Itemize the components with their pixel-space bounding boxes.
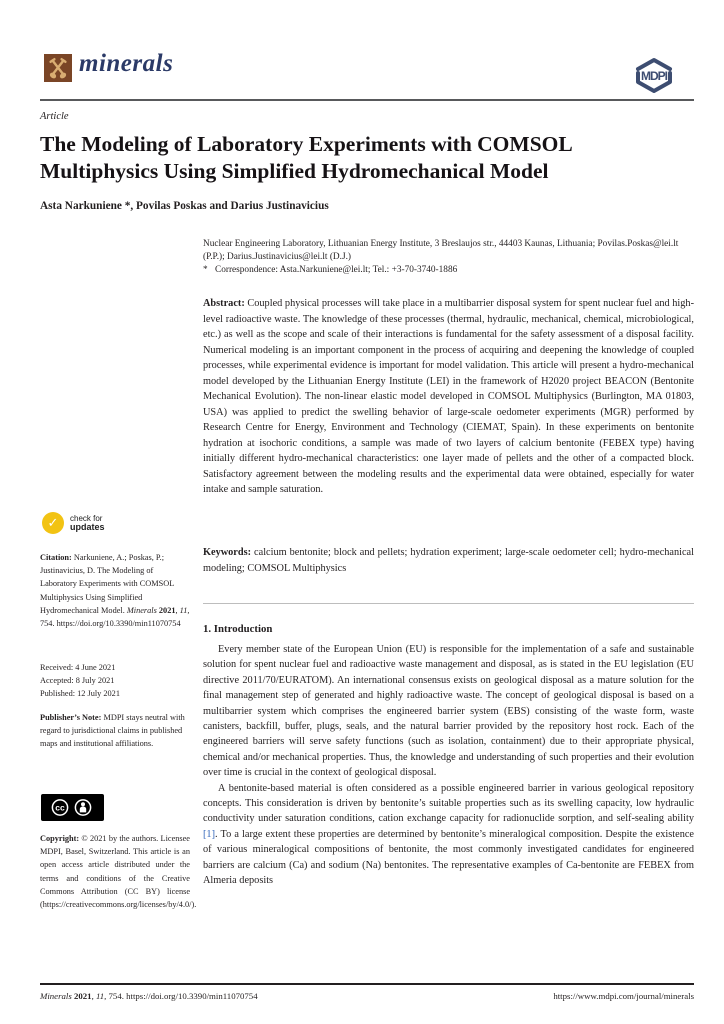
- citation-year: 2021: [156, 605, 176, 615]
- reference-1-link[interactable]: [1]: [203, 828, 216, 840]
- citation-label: Citation:: [40, 553, 72, 562]
- footer-journal: Minerals: [40, 991, 72, 1001]
- abstract-paragraph: [203, 296, 694, 498]
- footer-volume: 11: [95, 991, 105, 1001]
- footer-doi-link[interactable]: https://doi.org/10.3390/min11070754: [126, 991, 258, 1001]
- section-heading-introduction: 1. Introduction: [203, 623, 273, 635]
- article-type-label: Article: [40, 111, 69, 122]
- introduction-text: [203, 642, 694, 889]
- keywords-paragraph: [203, 545, 694, 576]
- footer-pages: , 754.: [104, 991, 127, 1001]
- check-for-updates-badge[interactable]: [42, 512, 105, 534]
- correspondence-marker: *: [203, 265, 208, 275]
- citation-pages: , 754.: [40, 605, 190, 629]
- minerals-journal-logo-icon: [44, 54, 72, 82]
- copyright-text: © 2021 by the authors. Licensee MDPI, Basel, Switzerland. This article is an open access article distributed under the terms and conditions of the Creative Commons Attribution (CC BY) license (https://creativecommons.org/licenses/by/4.0/).: [40, 834, 197, 910]
- footer-divider: [40, 983, 694, 985]
- publishers-note-text: MDPI stays neutral with regard to jurisdictional claims in published maps and institutional affiliations.: [40, 713, 185, 749]
- copyright-block: [40, 832, 197, 911]
- published-date: Published: 12 July 2021: [40, 689, 120, 699]
- article-dates: [40, 661, 190, 701]
- cc-letters: cc: [54, 802, 65, 813]
- intro-paragraph-2b: . To a large extent these properties are determined by bentonite’s mineralogical composition. Despite the existence of various mineralogical compositions of bentonite, the most commonly investigated candidates for engineered barriers are calcium (Ca) and sodium (Na) bentonites. The representative examples of Ca-bentonite are FEBEX from Almeria deposits: [203, 828, 694, 887]
- accepted-date: Accepted: 8 July 2021: [40, 676, 115, 686]
- publishers-note-label: Publisher’s Note:: [40, 713, 102, 722]
- keywords-divider: [203, 603, 694, 604]
- citation-sep: ,: [175, 605, 180, 615]
- citation-block: [40, 551, 190, 630]
- mdpi-logo-text: MDPI: [641, 69, 667, 83]
- publishers-note: [40, 711, 190, 751]
- check-badge-text: [70, 514, 105, 533]
- footer-journal-url: [40, 991, 694, 1001]
- keywords-text: calcium bentonite; block and pellets; hydration experiment; large-scale oedometer cell; hydro-mechanical modeling; COMSOL Multiphysics: [203, 547, 694, 574]
- authors-line: Asta Narkuniene *, Povilas Poskas and Darius Justinavicius: [40, 200, 329, 212]
- affiliation-text: Nuclear Engineering Laboratory, Lithuanian Energy Institute, 3 Breslaujos str., 44403 Kaunas, Lithuania; Povilas.Poskas@lei.lt (P.P.); Darius.Justinavicius@lei.lt (D.J.): [203, 239, 679, 262]
- footer-sep: ,: [91, 991, 96, 1001]
- journal-url-link[interactable]: https://www.mdpi.com/journal/minerals: [553, 991, 694, 1001]
- correspondence-text: Correspondence: Asta.Narkuniene@lei.lt; Tel.: +3-70-3740-1886: [215, 265, 458, 275]
- citation-doi-link[interactable]: https://doi.org/10.3390/min11070754: [56, 619, 181, 629]
- check-badge-line2: updates: [70, 522, 105, 532]
- article-title: The Modeling of Laboratory Experiments with COMSOL Multiphysics Using Simplified Hydromechanical Model: [40, 132, 572, 183]
- affiliation-block: [203, 238, 694, 277]
- intro-paragraph-2: [203, 781, 694, 889]
- mdpi-logo-icon: [630, 56, 678, 101]
- abstract-text: Coupled physical processes will take place in a multibarrier disposal system for spent nuclear fuel and high-level radioactive waste. The knowledge of these processes (thermal, hydraulic, mechanical, chemical, microbiological, etc.) as well as the scope and scale of their interactions is fundamental for the safety assessment of a disposal facility. Numerical modeling is an important component in the process of acquiring and deepening the knowledge of coupled processes, while experimental evidence is important for model validation. This article will present a hydro-mechanical model developed by the Lithuanian Energy Institute (LEI) in the framework of H2020 project BEACON (Bentonite Mechanical Evolution). The non-linear elastic model developed in COMSOL Multiphysics (Burlington, MA 01803, USA) was applied to predict the swelling behavior of large-scale oedometer experiments (MGR) performed by Research Centre for Energy, Environment and Technology (CIEMAT, Spain). In these experiments on bentonite hydration at isochoric conditions, a sample was made of two layers of calcium bentonite (FEBEX type) having initially different hydro-mechanical characteristics: one layer made of pellets and the other of a compacted block. Satisfactory agreement between the modeling results and the experimental data were obtained, especially for water intake and sample saturation.: [203, 298, 694, 495]
- check-badge-line1: check for: [70, 513, 103, 523]
- journal-name: minerals: [79, 50, 174, 77]
- keywords-label: Keywords:: [203, 547, 252, 558]
- correspondence-line: [203, 264, 694, 277]
- header-divider: [40, 99, 694, 101]
- received-date: Received: 4 June 2021: [40, 663, 116, 672]
- abstract-label: Abstract:: [203, 298, 245, 309]
- citation-text: Narkuniene, A.; Poskas, P.; Justinavicius, D. The Modeling of Laboratory Experiments with COMSOL Multiphysics Using Simplified Hydromechanical Model.: [40, 553, 175, 615]
- cc-by-icon: [50, 798, 96, 817]
- intro-paragraph-1: Every member state of the European Union (EU) is responsible for the implementation of a safe and sustainable solution for spent nuclear fuel and radioactive waste management and disposal, as is stated in the EU legislation (EU directive 2011/70/EURATOM). An international consensus exists on geological disposal as a mature solution for the final management step of generated and highly radioactive waste. The concept of geological disposal is based on a multibarrier system which comprises the engineered barrier system (EBS) consisting of the waste form, waste canisters, backfill, buffer, plugs, seals, and the natural barrier provided by the repository host rock. Each of the engineered barriers will serve safety functions (such as isolation, containment) due to their appropriate physical, chemical and/or mechanical properties. Thus, the knowledge and understanding of such properties and their evolution over time is crucial in the context of geological disposal.: [203, 644, 694, 779]
- footer-year: 2021: [71, 991, 92, 1001]
- intro-paragraph-2a: A bentonite-based material is often considered as a possible engineered barrier in various geological repository concepts. This consideration is driven by bentonite’s suitable properties such as its swelling capacity, low hydraulic conductivity under saturation conditions, cation exchange capacity for radionuclide sorption, and self-sealing ability: [203, 782, 694, 825]
- checkmark-icon: ✓: [42, 512, 64, 534]
- cc-by-license-badge[interactable]: [41, 794, 104, 821]
- citation-journal: Minerals: [126, 605, 157, 615]
- citation-volume: 11: [179, 605, 188, 615]
- copyright-label: Copyright:: [40, 834, 80, 843]
